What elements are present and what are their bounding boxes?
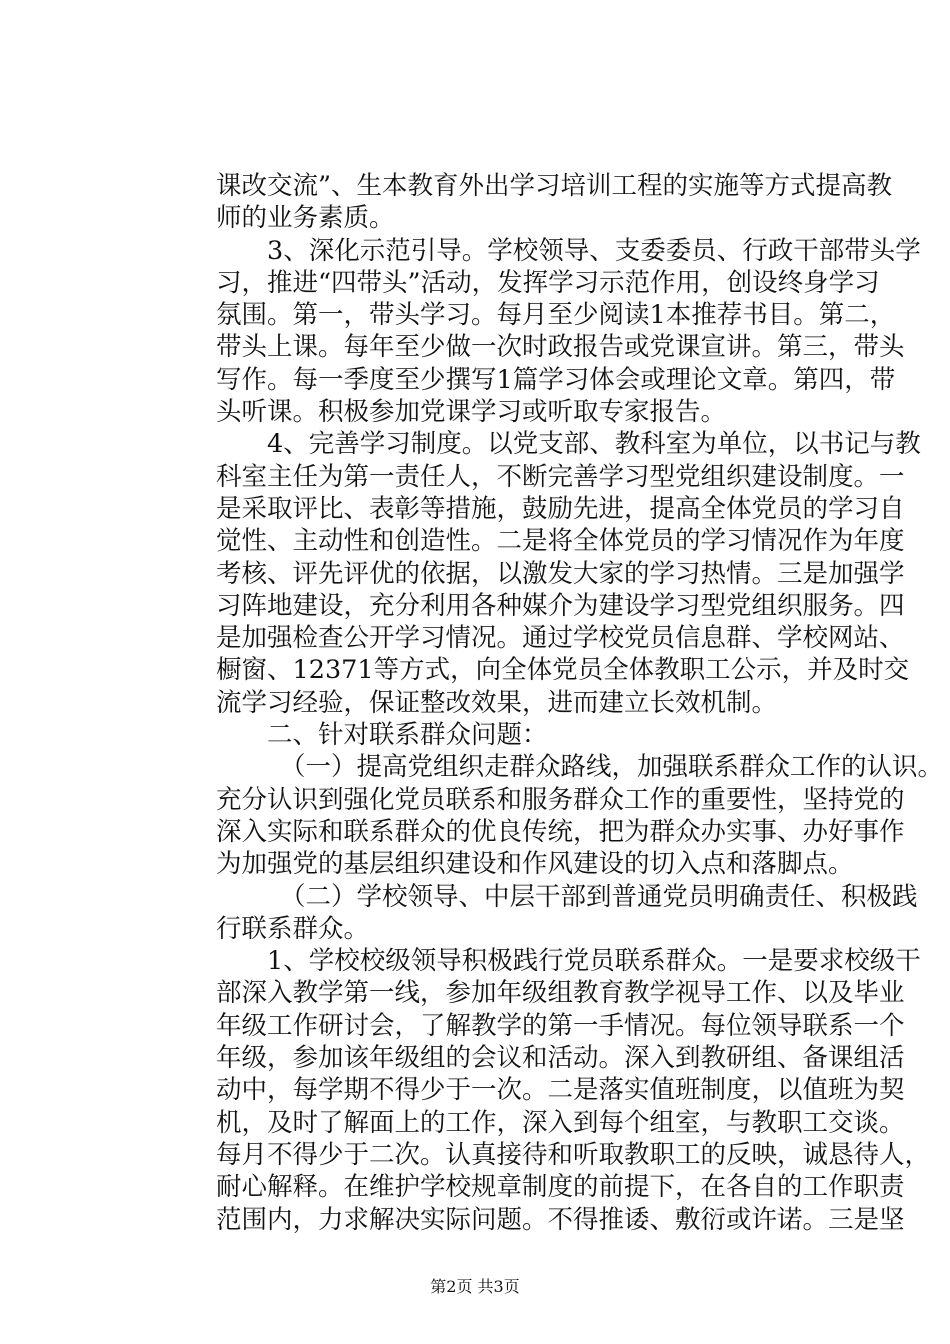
text-line: 年级工作研讨会，了解教学的第一手情况。每位领导联系一个 xyxy=(216,1010,905,1041)
text-line: 3、深化示范引导。学校领导、支委委员、行政干部带头学 xyxy=(267,235,921,266)
text-line: 范围内，力求解决实际问题。不得推诿、敷衍或许诺。三是坚 xyxy=(216,1204,905,1235)
text-line: 年级，参加该年级组的会议和活动。深入到教研组、备课组活 xyxy=(216,1043,905,1074)
text-line: 为加强党的基层组织建设和作风建设的切入点和落脚点。 xyxy=(216,849,854,880)
page-number-label: 第2页 共3页 xyxy=(430,1277,520,1296)
text-line: 每月不得少于二次。认真接待和听取教职工的反映，诚恳待人， xyxy=(216,1139,931,1170)
text-line: 习，推进“四带头”活动，发挥学习示范作用，创设终身学习 xyxy=(216,267,880,298)
subsection-heading: （二）学校领导、中层干部到普通党员明确责任、积极践 xyxy=(280,881,918,912)
text-line: 科室主任为第一责任人，不断完善学习型党组织建设制度。一 xyxy=(216,461,905,492)
text-line: 带头上课。每年至少做一次时政报告或党课宣讲。第三，带头 xyxy=(216,332,905,363)
text-line: 流学习经验，保证整改效果，进而建立长效机制。 xyxy=(216,687,778,718)
document-body xyxy=(216,170,944,1236)
section-heading: 二、针对联系群众问题： xyxy=(267,720,548,751)
text-line: 觉性、主动性和创造性。二是将全体党员的学习情况作为年度 xyxy=(216,526,905,557)
text-line: 课改交流”、生本教育外出学习培训工程的实施等方式提高教 xyxy=(216,171,893,201)
text-line: 耐心解释。在维护学校规章制度的前提下，在各自的工作职责 xyxy=(216,1172,905,1203)
text-line: 写作。每一季度至少撰写1篇学习体会或理论文章。第四，带 xyxy=(216,364,896,395)
text-line: 是加强检查公开学习情况。通过学校党员信息群、学校网站、 xyxy=(216,623,905,654)
subsection-heading: （一）提高党组织走群众路线，加强联系群众工作的认识。 xyxy=(280,752,944,783)
text-line: 行联系群众。 xyxy=(216,913,370,944)
text-line: 师的业务素质。 xyxy=(216,203,395,234)
text-line: 动中，每学期不得少于一次。二是落实值班制度，以值班为契 xyxy=(216,1075,905,1106)
text-line: 部深入教学第一线，参加年级组教育教学视导工作、以及毕业 xyxy=(216,978,905,1009)
text-line: 1、学校校级领导积极践行党员联系群众。一是要求校级干 xyxy=(267,946,921,977)
text-line: 机，及时了解面上的工作，深入到每个组室，与教职工交谈。 xyxy=(216,1107,905,1138)
text-line: 头听课。积极参加党课学习或听取专家报告。 xyxy=(216,397,727,428)
text-line: 4、完善学习制度。以党支部、教科室为单位，以书记与教 xyxy=(267,429,921,460)
text-line: 充分认识到强化党员联系和服务群众工作的重要性，坚持党的 xyxy=(216,784,905,815)
text-line: 是采取评比、表彰等措施，鼓励先进，提高全体党员的学习自 xyxy=(216,493,905,524)
text-line: 考核、评先评优的依据，以激发大家的学习热情。三是加强学 xyxy=(216,558,905,589)
page-footer xyxy=(0,1277,950,1297)
text-line: 橱窗、12371等方式，向全体党员全体教职工公示，并及时交 xyxy=(216,655,910,686)
text-line: 深入实际和联系群众的优良传统，把为群众办实事、办好事作 xyxy=(216,816,905,847)
text-line: 习阵地建设，充分利用各种媒介为建设学习型党组织服务。四 xyxy=(216,590,905,621)
text-line: 氛围。第一，带头学习。每月至少阅读1本推荐书目。第二， xyxy=(216,300,896,331)
